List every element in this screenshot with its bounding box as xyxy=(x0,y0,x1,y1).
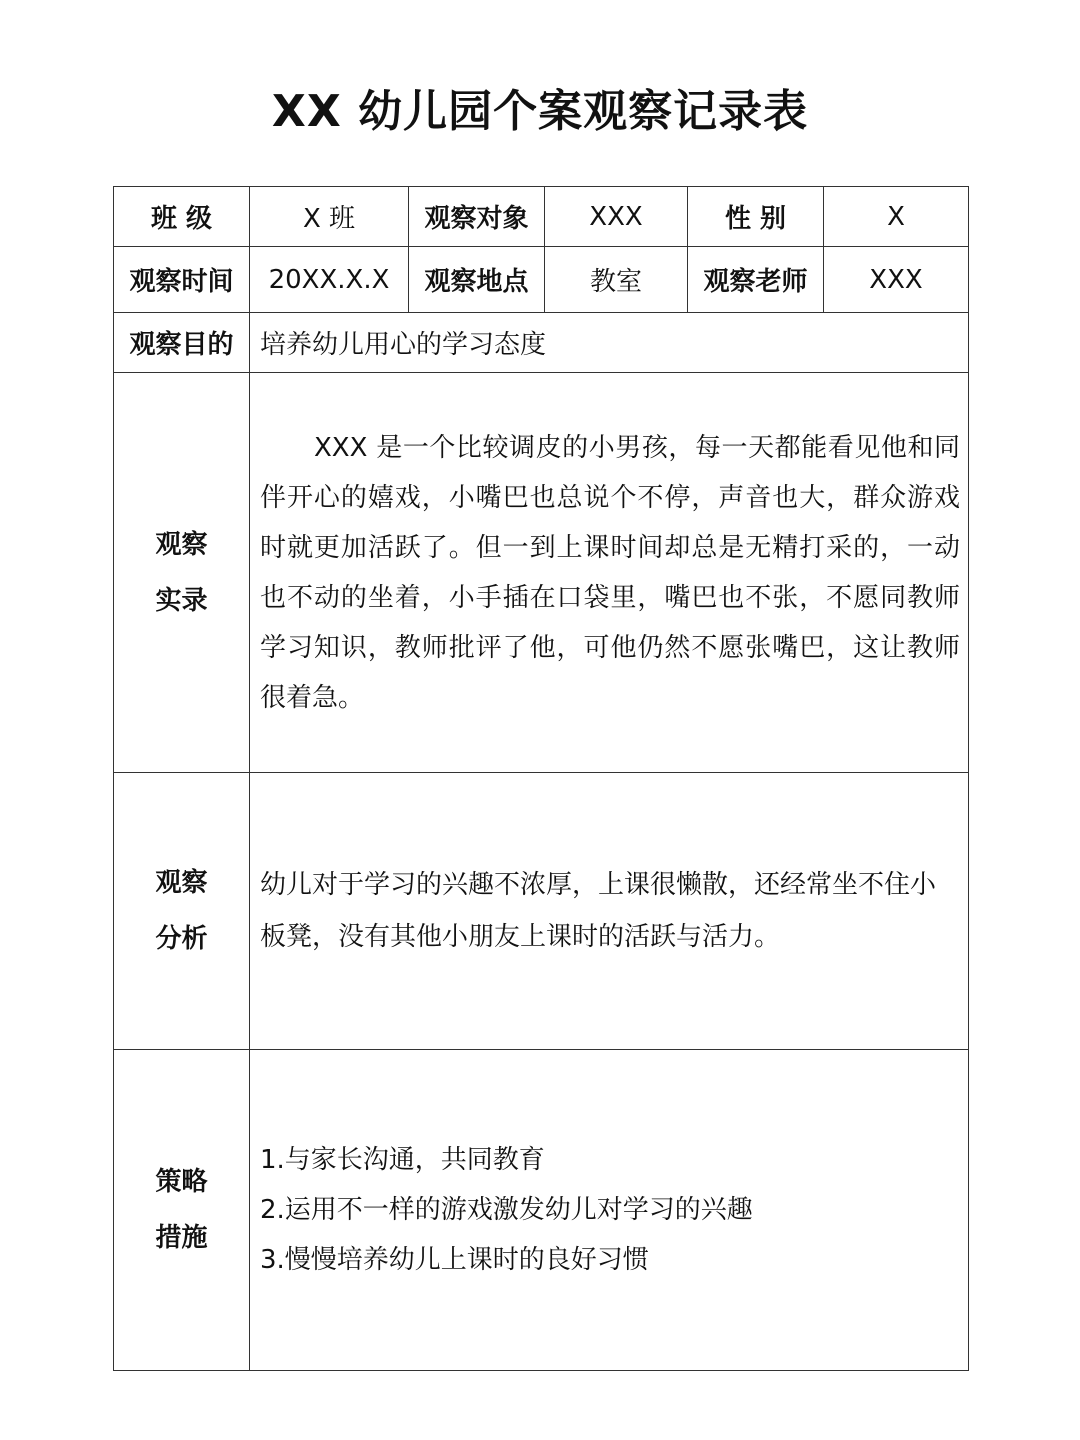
analysis-label-line2: 分析 xyxy=(155,924,208,954)
analysis-label-line1: 观察 xyxy=(155,868,208,898)
table-row xyxy=(114,373,969,773)
class-value: X 班 xyxy=(250,187,409,247)
teacher-label: 观察老师 xyxy=(688,247,824,313)
table-row xyxy=(114,247,969,313)
analysis-label xyxy=(114,773,250,1050)
class-label: 班 级 xyxy=(114,187,250,247)
list-item: 1.与家长沟通，共同教育 xyxy=(260,1145,545,1175)
list-item: 3.慢慢培养幼儿上课时的良好习惯 xyxy=(260,1245,649,1275)
gender-value: X xyxy=(824,187,969,247)
analysis-cell xyxy=(250,773,969,1050)
time-value: 20XX.X.X xyxy=(250,247,409,313)
purpose-value: 培养幼儿用心的学习态度 xyxy=(250,313,969,373)
time-label: 观察时间 xyxy=(114,247,250,313)
gender-label: 性 别 xyxy=(688,187,824,247)
measures-label-line2: 措施 xyxy=(155,1223,208,1253)
table-row xyxy=(114,1050,969,1371)
observation-record-table xyxy=(113,186,969,1371)
analysis-text: 幼儿对于学习的兴趣不浓厚，上课很懒散，还经常坐不住小板凳，没有其他小朋友上课时的活跃与活力。 xyxy=(260,870,937,952)
purpose-label: 观察目的 xyxy=(114,313,250,373)
record-cell xyxy=(250,373,969,773)
place-label: 观察地点 xyxy=(409,247,545,313)
record-label-line2: 实录 xyxy=(155,585,208,616)
table-row xyxy=(114,773,969,1050)
teacher-value: XXX xyxy=(824,247,969,313)
measures-label-line1: 策略 xyxy=(155,1167,208,1197)
measures-label xyxy=(114,1050,250,1371)
record-text: XXX 是一个比较调皮的小男孩，每一天都能看见他和同伴开心的嬉戏，小嘴巴也总说个不停，声音也大，群众游戏时就更加活跃了。但一到上课时间却总是无精打采的，一动也不动的坐着，小手插在口袋里，嘴巴也不张，不愿同教师学习知识，教师批评了他，可他仍然不愿张嘴巴，这让教师很着急。 xyxy=(260,432,960,713)
table-row xyxy=(114,187,969,247)
list-item: 2.运用不一样的游戏激发幼儿对学习的兴趣 xyxy=(260,1195,753,1225)
place-value: 教室 xyxy=(545,247,688,313)
record-label-line1: 观察 xyxy=(155,529,208,560)
subject-label: 观察对象 xyxy=(409,187,545,247)
page-title: XX 幼儿园个案观察记录表 xyxy=(271,86,809,137)
subject-value: XXX xyxy=(545,187,688,247)
table-row xyxy=(114,313,969,373)
record-label xyxy=(114,373,250,773)
measures-cell xyxy=(250,1050,969,1371)
